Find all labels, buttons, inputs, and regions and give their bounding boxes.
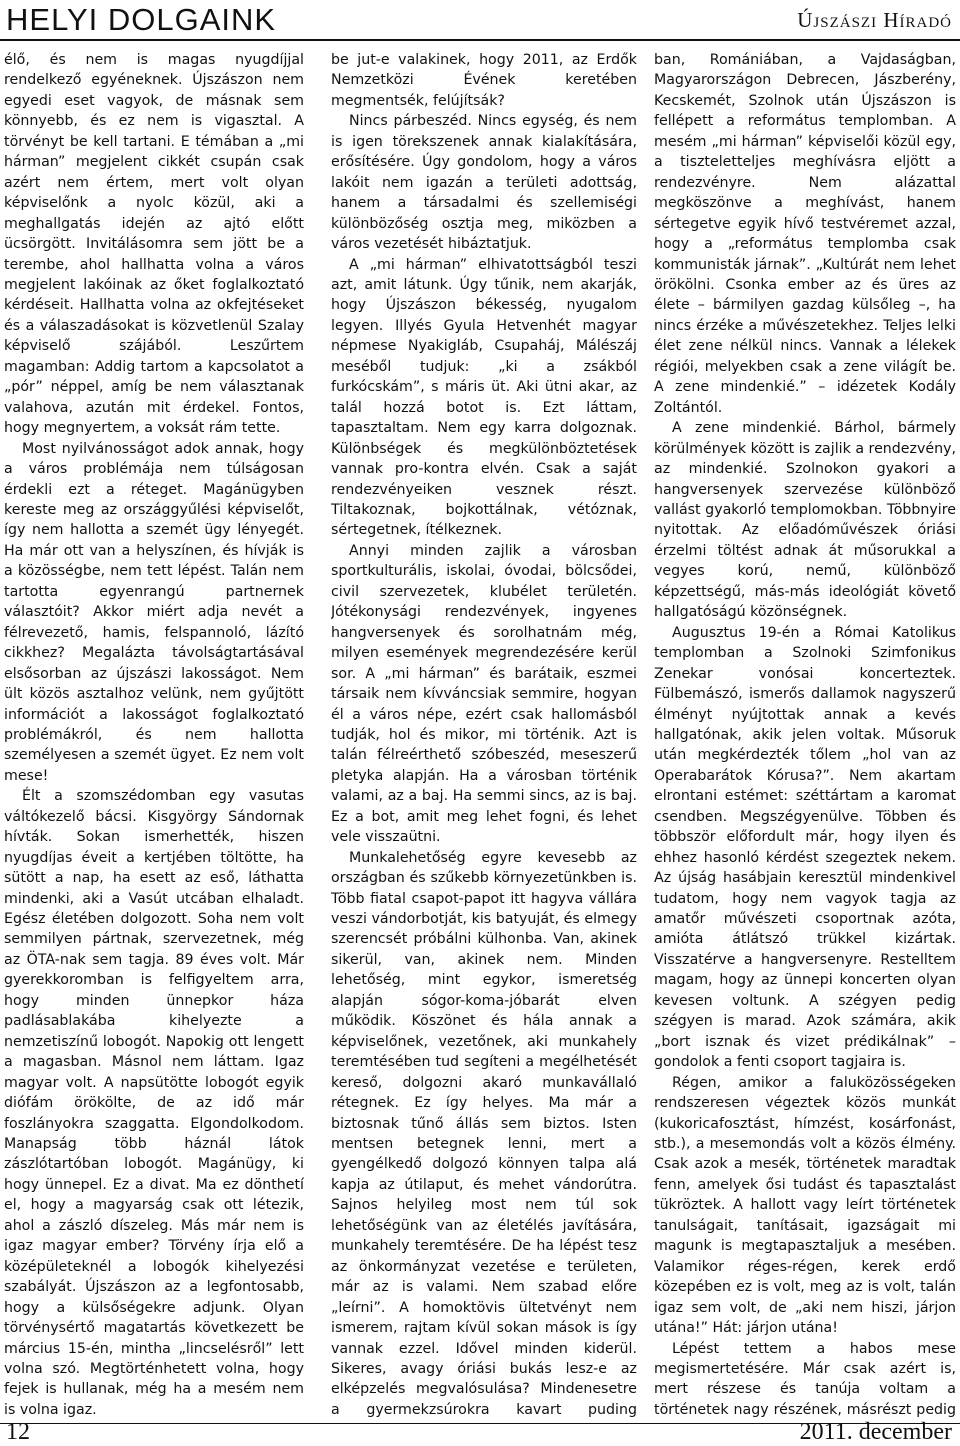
paragraph: Lépést tettem a habos mese megismertetésére. Már csak azért is, mert részese és tanúja voltam a történetek nagy részének, másrészt pedig — [654, 1340, 956, 1418]
paragraph: Nincs párbeszéd. Nincs egység, és nem is igen törekszenek annak kialakítására, erősítésére. Úgy gondolom, hogy a város lakóit nem igazán a területi adottság, hanem a társadalmi és szellemiségi különbözőség osztja meg, miközben a város vezetését hibáztatjuk. — [331, 113, 637, 253]
paragraph: Élt a szomszédomban egy vasutas váltókezelő bácsi. Kisgyörgy Sándornak hívták. Sokan ismerhették, hiszen nyugdíjas éveit a kertjében töltötte, ha sütött a nap, ha esett az eső, láthatta mindenki, aki a Vasút utcában elhaladt. Egész életében dolgozott. Soha nem volt semmilyen pártnak, szervezetnek, még az ÖTA-nak sem tagja. 89 éves volt. Már gyerekkoromban is felfigyeltem arra, hogy minden ünnepkor háza padlásablakába kihelyezte a nemzetiszínű lobogót. Napokig ott lengett a magasban. Másnol nem láttam. Igaz magyar volt. A napsütötte lobogót egyik diófám örökölte, de az idő már foszlányokra szaggatta. Elgondolkodom. Manapság több háznál látok zászlótartóban lobogót. Magánügy, ki hogy ünnepel. Ez a divat. Ma ez dönthetí el, hogy a magyarság csak ott létezik, ahol a zászló díszeleg. Más már nem is igaz magyar ember? Törvény írja elő a középületeknél a lobogók kihelyezési szabályát. Újszászon az a legfontosabb, hogy a külsőségekre adjunk. Olyan törvénysértő magatartás következett be március 15-én, mintha „lincselésről” lett volna szó. Megtörténhetett volna, hogy fejek is hullanak, még ha a mesém nem is volna igaz. — [4, 788, 304, 1418]
article-column-3 — [654, 50, 956, 1420]
paragraph: Munkalehetőség egyre kevesebb az országban és szűkebb környezetünkben is. Több fiatal csapot-papot itt hagyva vállára veszi vándorbotját, kis batyuját, és elmegy szerencsét próbálni külhonba. Van, akinek sikerül, van, akinek nem. Minden lehetőség, mint egykor, ismeretség alapján sógor-koma-jóbarát elven működik. Köszönet és hála annak a képviselőnek, vezetőnek, aki munkahely teremtésében tud segíteni a megélhetését kereső, dolgozni akaró munkavállaló rétegnek. Ez így helyes. Ma már a biztosnak tűnő állás sem biztos. Isten mentsen betegnek lenni, mert a gyengélkedő dolgozó könnyen talpa alá kapja az útilaput, és mehet vándorútra. Sajnos helyileg most nem túl sok lehetőségünk van az életélés javítására, munkahely teremtésére. De ha lépést tesz az önkormányzat vezetése e területen, már az is valami. Nem szabad előre „leírni”. A homoktövis ültetvényt nem ismerem, rajtam kívül sokan mások is így vannak ezzel. Idővel minden kiderül. Sikeres, avagy óriási bukás lesz-e az elképzelés megvalósulása? Mindenesetre a gyermekzsúrokra kavart puding — [331, 849, 637, 1418]
article-column-2 — [331, 50, 637, 1420]
paragraph: A „mi hárman” elhivatottságból teszi azt, amit látunk. Úgy tűnik, nem akarják, hogy Újszászon békesség, nyugalom legyen. Illyés Gyula Hetvenhét magyar népmese Nyakigláb, Csupaháj, Málészáj meséből tudjuk: „ki a zsákból furkócskám”, s máris üt. Aki ütni akar, az talál hozzá botot is. Ezt láttam, tapasztaltam. Nem egy karra dolgoznak. Különbségek és megkülönböztetések vannak pro-kontra elvén. Csak a saját rendezvényeiken vesznek részt. Tiltakoznak, bojkottálnak, vétóznak, sértegetnek, ítélkeznek. — [331, 256, 637, 539]
paragraph: Annyi minden zajlik a városban sportkulturális, iskolai, óvodai, bölcsődei, civil szervezetek, klubélet területén. Jótékonysági rendezvények, ingyenes hangversenyek és sorolhatnám még, milyen események megrendezésére kerül sor. A „mi hárman” és barátaik, eszmei társaik nem kívváncsiak semmire, hogyan él a város népe, ezért csak hallomásból tudják, hol és mikor, mi történik. Azt is talán félreérthető szóbeszéd, meseszerű pletyka alapján. Ha a városban történik valami, az a baj. Ha semmi sincs, az is baj. Ez a bot, amit meg lehet fogni, és lehet vele visszaütni. — [331, 542, 637, 846]
paragraph: Régen, amikor a faluközösségeken rendszeresen végeztek közös munkát (kukoricafosztást, hímzést, kosárfonást, stb.), a mesemondás volt a közös élmény. Csak azok a mesék, történetek maradtak fenn, amelyek ősi tudást és tapasztalást tükröztek. A hallott vagy leírt történetek tanulságait, tanításait, igazságait mi magunk is megtapasztaljuk a mesében. Valamikor réges-régen, kerek erdő közepében ez is volt, meg az is volt, talán igaz sem volt, de „aki nem hiszi, járjon utána!” Hát: járjon utána! — [654, 1074, 956, 1337]
header-rule — [0, 39, 960, 41]
issue-date: 2011. december — [799, 1419, 952, 1445]
publication-title: Újszászi Híradó — [797, 8, 952, 32]
paragraph: ban, Romániában, a Vajdaságban, Magyarországon Debrecen, Jászberény, Kecskemét, Szolnok után Újszászon is fellépett a református templomban. A mesém „mi hárman” képviselői közül egy, a tiszteletteljes meghívásra eljött a rendezvényre. Nem alázattal megköszönve a meghívást, hanem sértegetve egyik hívő testvéremet azzal, hogy a „református templomba csak kommunisták járnak”. „Kultúrát nem lehet örökölni. Csonka ember az és üres az élete – bármilyen gazdag külsőleg –, ha nincs érzéke a művészetekhez. Teljes lelki élet zene nélkül nincs. Vannak a lélekek régiói, melyekben csak a zene világít be. A zene mindenkié.” – idézetek Kodály Zoltántól. — [654, 52, 956, 416]
article-column-1 — [4, 50, 304, 1420]
paragraph: Most nyilvánosságot adok annak, hogy a város problémája nem túlságosan érdekli ezt a réteget. Magánügyben kereste meg az országgyűlési képviselőt, így nem hallotta a szemét ügy lényegét. Ha már ott van a helyszínen, és hívják is a közösségbe, nem tett lépést. Talán nem tartotta egyenrangú partnernek választóit? Akkor miért adja nevét a félrevezető, hamis, felspannoló, lázító cikkhez? Megalázta távolságtartásával elsősorban az újszászi lakosságot. Nem ült közös asztalhoz velünk, nem gyűjtött információt a lakosságot foglalkoztató problémákról, és nem hallotta személyesen a szemét ügyet. Ez nem volt mese! — [4, 440, 304, 784]
paragraph: élő, és nem is magas nyugdíjjal rendelkező egyéneknek. Újszászon nem egyedi eset vagyok, de másnak sem könnyebb, és ez nem is vigasztal. A törvényt be kell tartani. E témában a „mi hárman” megjelent cikkét csupán csak azért nem értem, mert volt olyan képviselőnk a nyolc közül, aki a meghallgatás idején az ajtó előtt ücsörgött. Invitálásomra sem jött be a terembe, ahol hallhatta volna a város megjelent lakóinak az őket foglalkoztató kérdéseit. Hallhatta volna az okfejtéseket és a válaszadásokat is közvetlenül Szalay képviselő szájából. Leszűrtem magamban: Addig tartom a kapcsolatot a „pór” néppel, amíg be nem választanak valahova, azután mit érdekel. Fontos, hogy megnyertem, a voksát rám tette. — [4, 52, 304, 437]
page-header — [0, 0, 960, 40]
paragraph: be jut-e valakinek, hogy 2011, az Erdők Nemzetközi Évének keretében megmentsék, felújítsák? — [331, 52, 637, 109]
section-title: HELYI DOLGAINK — [6, 2, 277, 37]
paragraph: Augusztus 19-én a Római Katolikus templomban a Szolnoki Szimfonikus Zenekar vonósai koncerteztek. Fülbemászó, ismerős dallamok nagyszerű élményt nyújtottak annak a kevés hallgatónak, akik jelen voltak. Műsoruk után megkérdezték tőlem „hol van az Operabarátok Kórusa?”. Nem akartam elrontani estémet: széttártam a karomat csendben. Megszégyenülve. Többen és többször előfordult már, hogy ilyen és ehhez hasonló kérdést szegeztek nekem. Az újság hasábjain keresztül mindenkivel tudatom, hogy nem vagyok tagja az amatőr művészeti csoportnak azóta, amióta átlátszó trükkel kizártak. Visszatérve a hangversenyre. Restelltem magam, hogy az ünnepi koncerten olyan kevesen voltunk. A szégyen pedig szégyen is marad. Azok számára, akik „bort isznak és vizet prédikálnak” – gondolok a fenti csoport tagjaira is. — [654, 624, 956, 1071]
page-number: 12 — [6, 1419, 30, 1445]
paragraph: A zene mindenkié. Bárhol, bármely körülmények között is zajlik a rendezvény, az mindenkié. Szolnokon gyakori a hangversenyek szervezése különböző vallást gyakorló templomokban. Többnyire nyitottak. Az előadóművészek óriási érzelmi töltést adnak át műsorukkal a vegyes korú, nemű, különböző képzettségű, más-más ideológiát követő hallgatóságú közönségnek. — [654, 420, 956, 621]
